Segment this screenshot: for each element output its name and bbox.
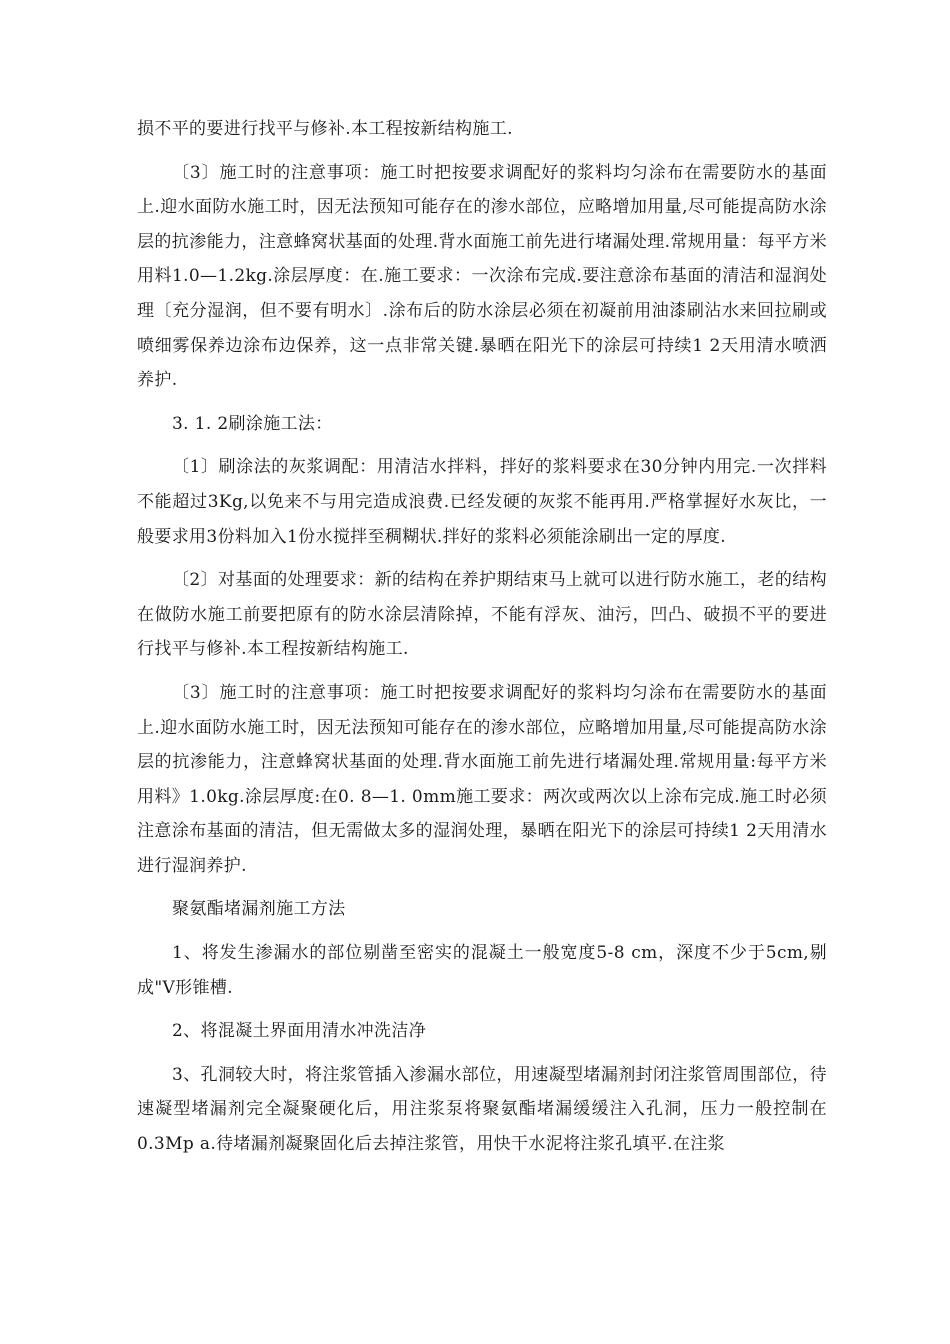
section-heading: 聚氨酯堵漏剂施工方法: [172, 899, 346, 920]
list-item: 3、孔洞较大时，将注浆管插入渗漏水部位，用速凝型堵漏剂封闭注浆管周围部位，待速凝型堵漏剂完全凝聚硬化后，用注浆泵将聚氨酯堵漏缓缓注入孔洞，压力一般控制在0.3Mp a.待堵漏剂凝聚固化后去掉注浆管，用快干水泥将注浆孔填平.在注浆: [137, 1064, 827, 1155]
document-body: [137, 112, 827, 1171]
paragraph: 〔2〕对基面的处理要求：新的结构在养护期结束马上就可以进行防水施工，老的结构在做防水施工前要把原有的防水涂层清除掉，不能有浮灰、油污，凹凸、破损不平的要进行找平与修补.本工程按新结构施工.: [137, 570, 827, 660]
paragraph: 损不平的要进行找平与修补.本工程按新结构施工.: [137, 119, 513, 139]
list-item: 2、将混凝土界面用清水冲洗洁净: [172, 1021, 427, 1042]
paragraph: 〔3〕施工时的注意事项：施工时把按要求调配好的浆料均匀涂布在需要防水的基面上.迎水面防水施工时，因无法预知可能存在的渗水部位，应略增加用量,尽可能提高防水涂层的抗渗能力，注意蜂窝状基面的处理.背水面施工前先进行堵漏处理.常规用量:每平方米用料》1.0kg.涂层厚度:在0. 8—1. 0mm施工要求：两次或两次以上涂布完成.施工时必须注意涂布基面的清洁，但无需做太多的湿润处理，暴晒在阳光下的涂层可持续1 2天用清水进行湿润养护.: [137, 682, 827, 876]
list-item: 1、将发生渗漏水的部位剔凿至密实的混凝土一般宽度5-8 cm，深度不少于5cm,剔成"V形锥槽.: [137, 943, 827, 998]
section-heading: 3. 1. 2刷涂施工法：: [172, 413, 333, 434]
paragraph: 〔1〕刷涂法的灰浆调配：用清洁水拌料，拌好的浆料要求在30分钟内用完.一次拌料不能超过3Kg,以免来不与用完造成浪费.已经发硬的灰浆不能再用.严格掌握好水灰比，一般要求用3份料加入1份水搅拌至稠糊状.拌好的浆料必须能涂刷出一定的厚度.: [137, 457, 827, 547]
paragraph: 〔3〕施工时的注意事项：施工时把按要求调配好的浆料均匀涂布在需要防水的基面上.迎水面防水施工时，因无法预知可能存在的渗水部位，应略增加用量,尽可能提高防水涂层的抗渗能力，注意蜂窝状基面的处理.背水面施工前先进行堵漏处理.常规用量：每平方米用料1.0—1.2kg.涂层厚度：在.施工要求：一次涂布完成.要注意涂布基面的清洁和湿润处理〔充分湿润，但不要有明水〕.涂布后的防水涂层必须在初凝前用油漆刷沾水来回拉刷或喷细雾保养边涂布边保养，这一点非常关键.暴晒在阳光下的涂层可持续1 2天用清水喷洒养护.: [137, 162, 827, 391]
